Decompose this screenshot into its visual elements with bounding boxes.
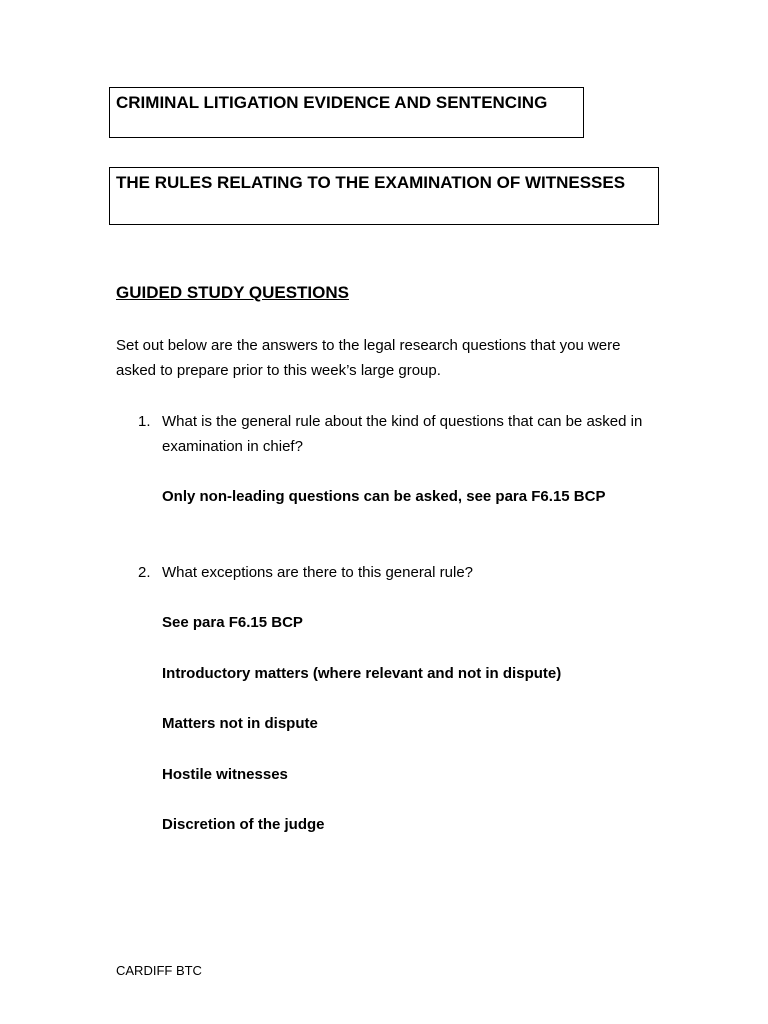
answer-2-3: Matters not in dispute bbox=[162, 715, 318, 732]
question-number: 1. bbox=[138, 413, 151, 430]
answer-2-1: See para F6.15 BCP bbox=[162, 614, 303, 631]
intro-paragraph: Set out below are the answers to the legal research questions that you were asked to prepare prior to this week’s large group. bbox=[116, 337, 621, 379]
topic-title-box bbox=[109, 167, 659, 225]
question-1 bbox=[116, 409, 661, 459]
answer-2-5: Discretion of the judge bbox=[162, 816, 325, 833]
question-number: 2. bbox=[138, 564, 151, 581]
course-title: CRIMINAL LITIGATION EVIDENCE AND SENTENCING bbox=[116, 93, 548, 112]
topic-title: THE RULES RELATING TO THE EXAMINATION OF WITNESSES bbox=[116, 173, 626, 192]
question-text: What is the general rule about the kind of questions that can be asked in examination in chief? bbox=[162, 413, 643, 455]
section-heading: GUIDED STUDY QUESTIONS bbox=[116, 283, 349, 302]
course-title-box bbox=[109, 87, 584, 138]
question-2 bbox=[116, 560, 661, 585]
question-text: What exceptions are there to this general rule? bbox=[162, 564, 474, 581]
footer-text: CARDIFF BTC bbox=[116, 963, 202, 978]
answer-1-1: Only non-leading questions can be asked, see para F6.15 BCP bbox=[162, 488, 606, 505]
answer-2-4: Hostile witnesses bbox=[162, 766, 288, 783]
answer-2-2: Introductory matters (where relevant and not in dispute) bbox=[162, 665, 562, 682]
